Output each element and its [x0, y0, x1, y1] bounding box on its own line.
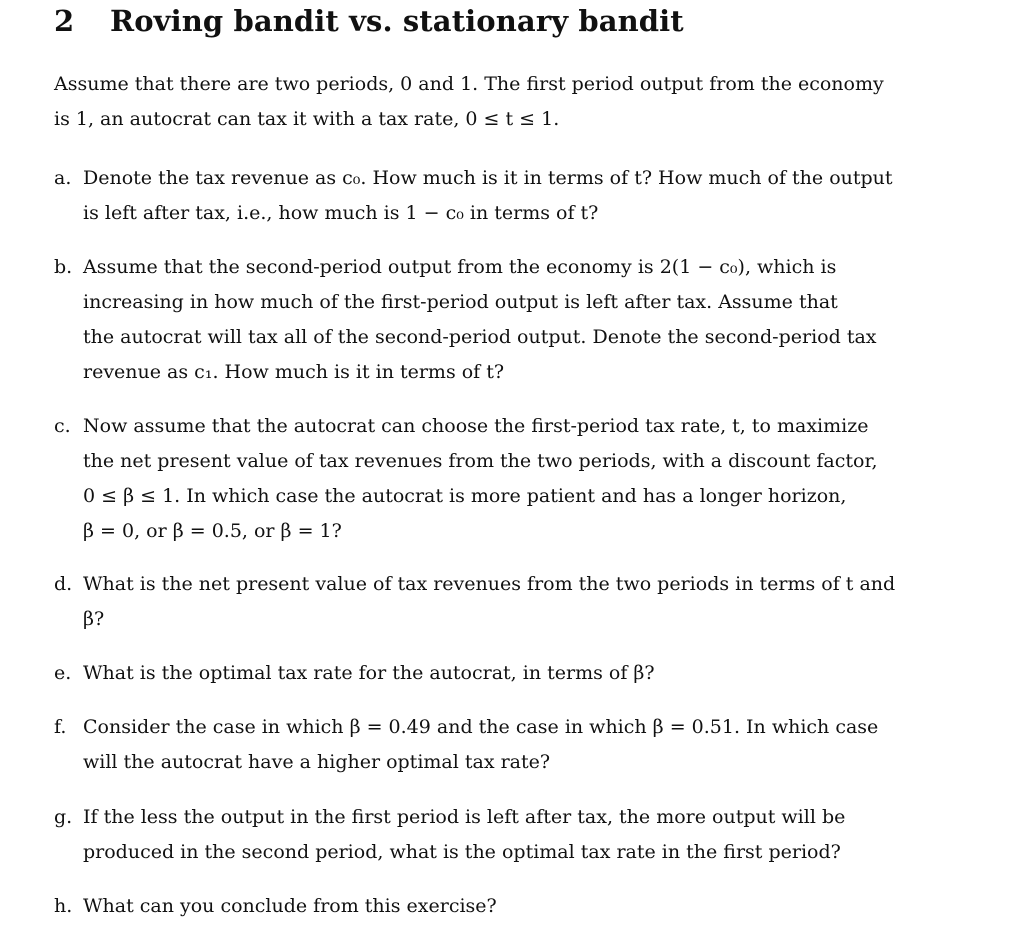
question-line: β = 0, or β = 0.5, or β = 1? — [83, 520, 342, 542]
question-d — [54, 567, 916, 637]
question-text — [83, 710, 916, 780]
question-g — [54, 800, 916, 870]
question-b — [54, 250, 916, 390]
question-letter: g. — [54, 806, 73, 828]
question-e — [54, 656, 916, 691]
question-line: Assume that the second-period output from the economy is 2(1 − c₀), which is — [83, 256, 837, 278]
question-c — [54, 409, 916, 549]
question-letter: h. — [54, 895, 73, 917]
question-text — [83, 567, 916, 637]
question-line: will the autocrat have a higher optimal tax rate? — [83, 751, 551, 773]
question-line: Consider the case in which β = 0.49 and the case in which β = 0.51. In which case — [83, 716, 879, 738]
question-text — [83, 409, 916, 549]
question-text — [83, 800, 916, 870]
question-letter: b. — [54, 256, 73, 278]
question-line: What can you conclude from this exercise? — [83, 895, 497, 917]
question-line: revenue as c₁. How much is it in terms of t? — [83, 361, 505, 383]
question-line: What is the net present value of tax revenues from the two periods in terms of t and — [83, 573, 896, 595]
question-letter: d. — [54, 573, 73, 595]
question-letter: a. — [54, 167, 72, 189]
question-text — [83, 250, 916, 390]
question-a — [54, 161, 916, 231]
question-line: the autocrat will tax all of the second-period output. Denote the second-period tax — [83, 326, 877, 348]
question-line: β? — [83, 608, 105, 630]
question-line: 0 ≤ β ≤ 1. In which case the autocrat is more patient and has a longer horizon, — [83, 485, 847, 507]
question-text — [83, 161, 916, 231]
question-line: Now assume that the autocrat can choose the first-period tax rate, t, to maximize — [83, 415, 869, 437]
question-f — [54, 710, 916, 780]
intro-line: is 1, an autocrat can tax it with a tax rate, 0 ≤ t ≤ 1. — [54, 108, 560, 130]
question-line: the net present value of tax revenues from the two periods, with a discount factor, — [83, 450, 878, 472]
question-letter: f. — [54, 716, 67, 738]
question-line: produced in the second period, what is the optimal tax rate in the first period? — [83, 841, 841, 863]
section-heading — [54, 4, 684, 38]
question-line: Denote the tax revenue as c₀. How much is it in terms of t? How much of the output — [83, 167, 893, 189]
intro-paragraph — [54, 67, 916, 137]
question-line: What is the optimal tax rate for the autocrat, in terms of β? — [83, 662, 655, 684]
question-line: increasing in how much of the first-period output is left after tax. Assume that — [83, 291, 838, 313]
question-letter: c. — [54, 415, 71, 437]
question-h — [54, 889, 916, 924]
intro-line: Assume that there are two periods, 0 and 1. The first period output from the economy — [54, 73, 884, 95]
question-line: If the less the output in the first period is left after tax, the more output will be — [83, 806, 846, 828]
question-letter: e. — [54, 662, 72, 684]
section-number: 2 — [54, 4, 75, 38]
section-title: Roving bandit vs. stationary bandit — [110, 4, 684, 38]
question-text — [83, 656, 916, 691]
question-text — [83, 889, 916, 924]
question-line: is left after tax, i.e., how much is 1 − c₀ in terms of t? — [83, 202, 599, 224]
